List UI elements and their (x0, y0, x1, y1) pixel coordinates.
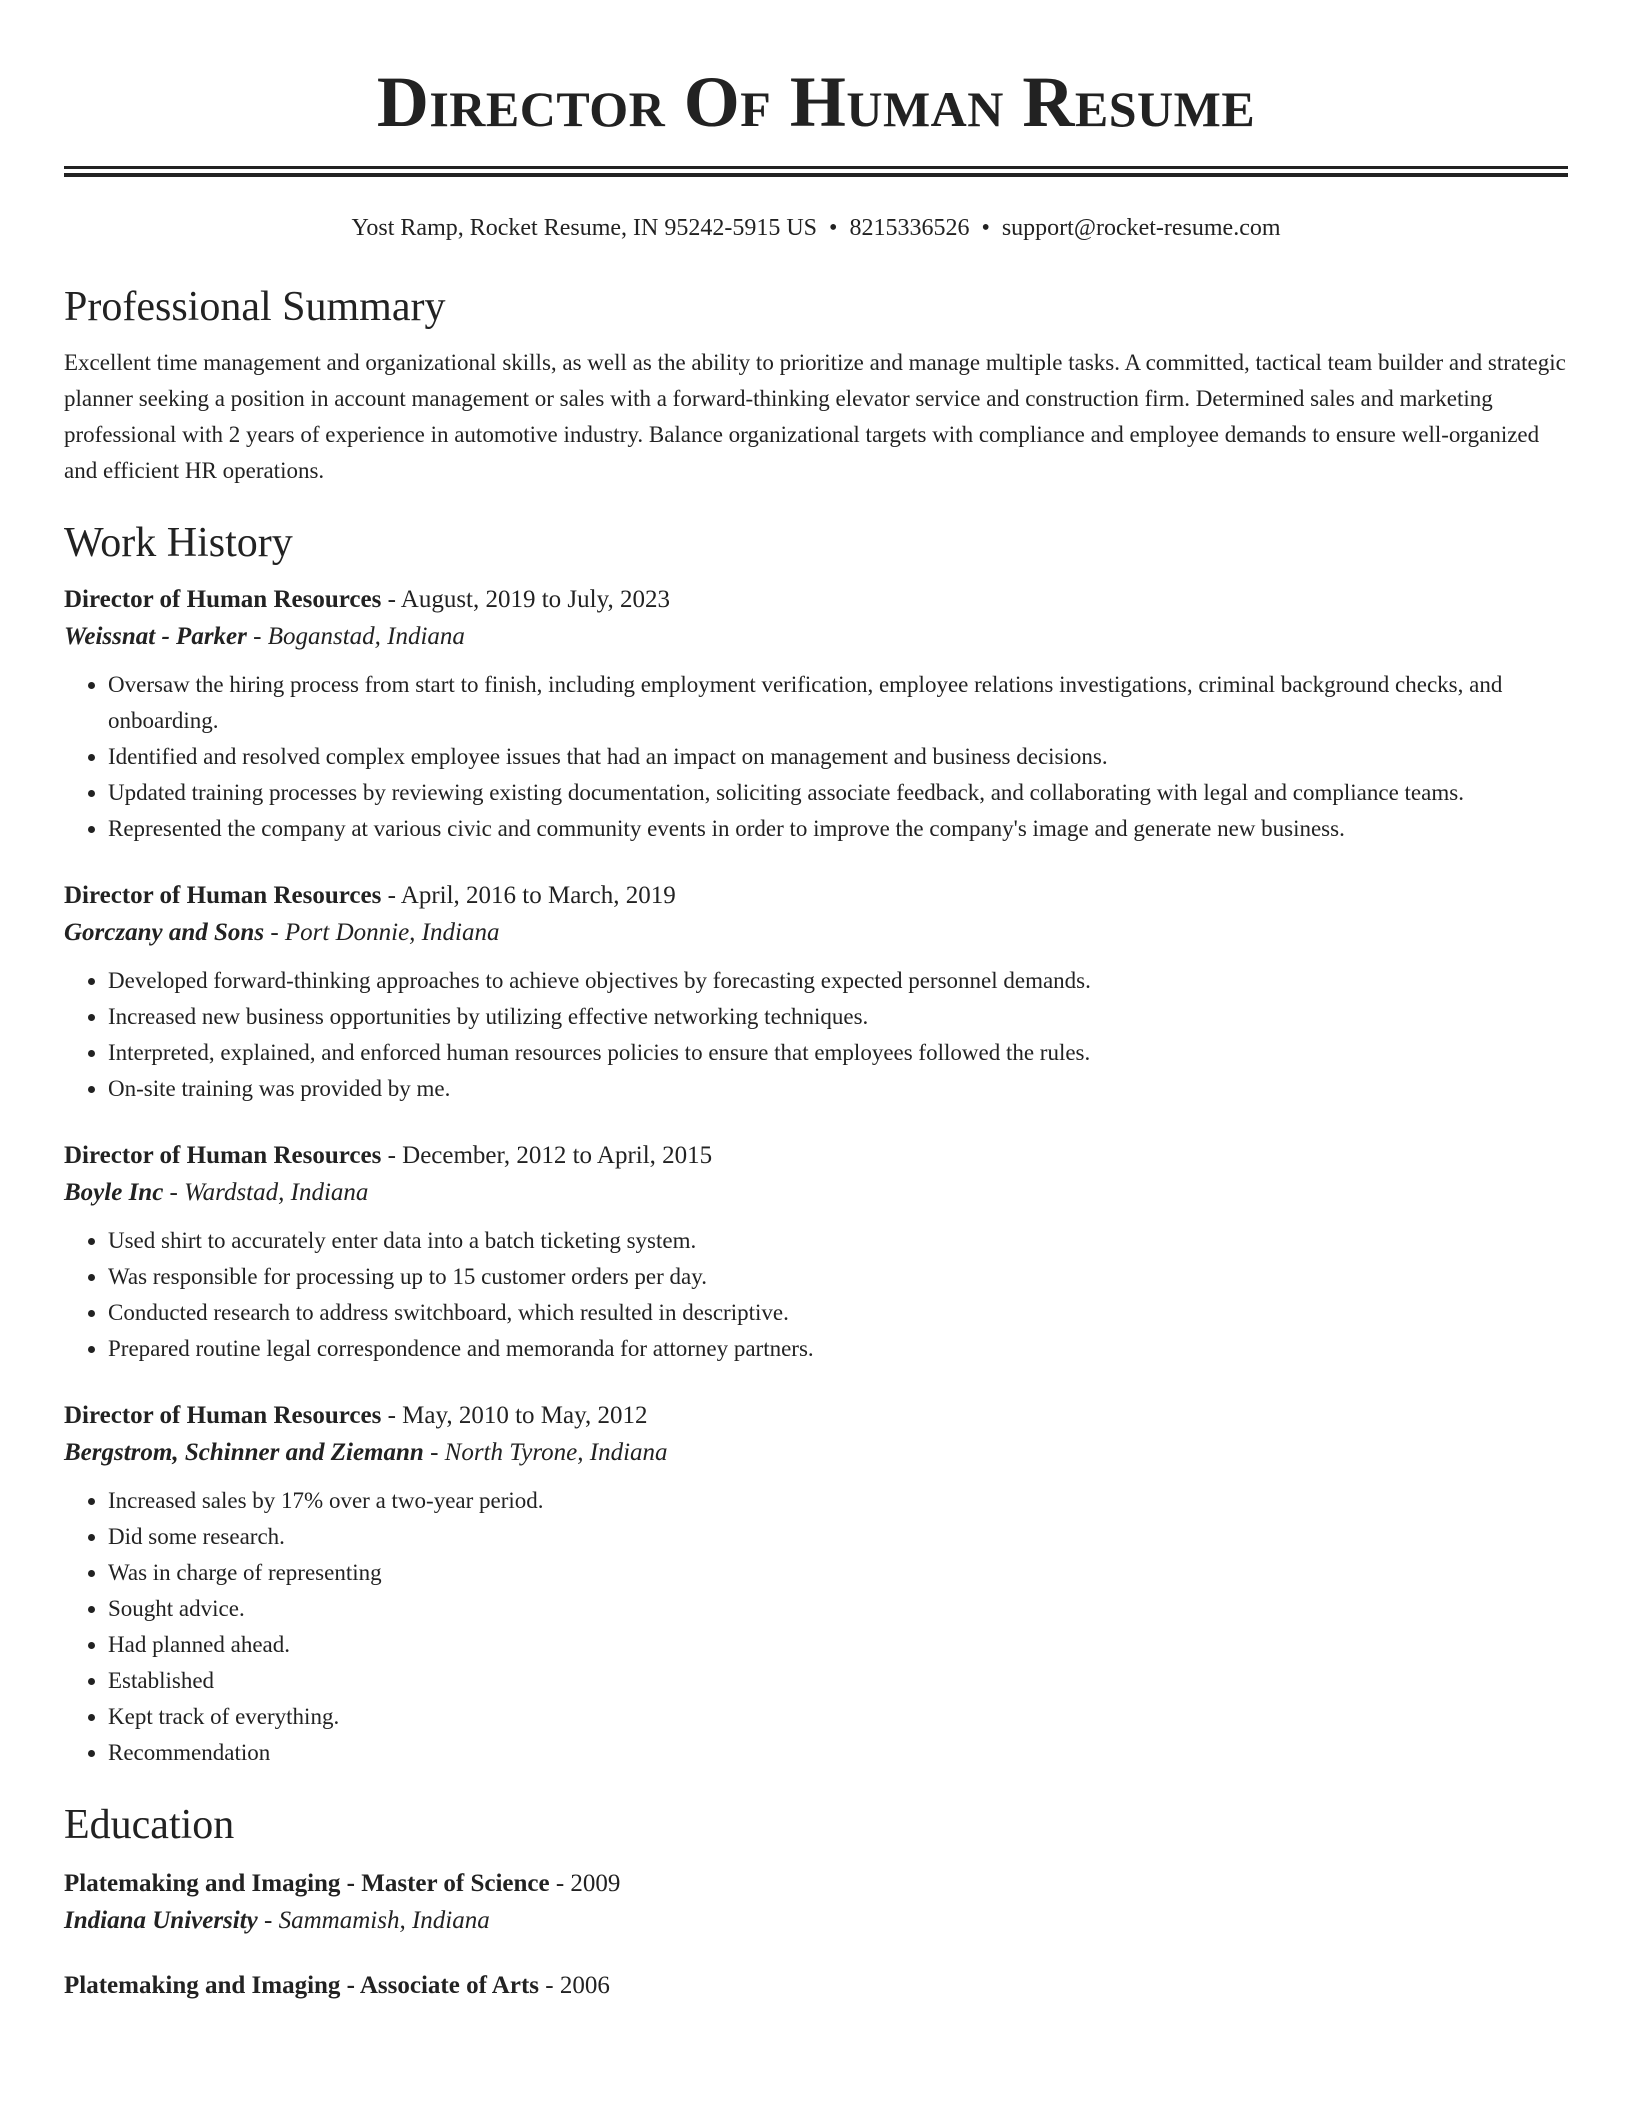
job-bullet: • Interpreted, explained, and enforced human resources policies to ensure that employees followed the rules. (108, 1035, 1568, 1071)
title-divider (64, 166, 1568, 177)
job-bullet: • Developed forward-thinking approaches to achieve objectives by forecasting expected personnel demands. (108, 963, 1568, 999)
job-company-line (64, 617, 1568, 657)
contact-phone: 8215336526 (849, 215, 970, 241)
job-bullet: • Increased new business opportunities by utilizing effective networking techniques. (108, 999, 1568, 1035)
contact-separator: • (829, 215, 838, 241)
education-year: - 2009 (549, 1870, 621, 1897)
job-bullet: • Oversaw the hiring process from start to finish, including employment verification, employee relations investigations, criminal background checks, and onboarding. (108, 667, 1568, 739)
education-school: Indiana University (64, 1907, 258, 1934)
education-location: - Sammamish, Indiana (257, 1907, 490, 1934)
job-bullet: • Was in charge of representing (108, 1555, 1568, 1591)
education-degree-line (64, 1969, 1568, 2003)
education-entry (64, 1969, 1568, 2003)
job-bullet: • Sought advice. (108, 1591, 1568, 1627)
job-bullet: • Was responsible for processing up to 15 customer orders per day. (108, 1259, 1568, 1295)
education-degree: Platemaking and Imaging - Associate of Arts (64, 1972, 539, 1999)
job-company: Weissnat - Parker (64, 623, 247, 650)
job-title-line (64, 879, 1568, 913)
job-bullet: • Increased sales by 17% over a two-year period. (108, 1483, 1568, 1519)
job-bullet: • Recommendation (108, 1735, 1568, 1771)
contact-address: Yost Ramp, Rocket Resume, IN 95242-5915 US (351, 215, 818, 241)
job-bullet: • Established (108, 1663, 1568, 1699)
job-location: - North Tyrone, Indiana (423, 1439, 668, 1466)
job-role: Director of Human Resources (64, 882, 382, 909)
job-company: Bergstrom, Schinner and Ziemann (64, 1439, 424, 1466)
job-title-line (64, 1399, 1568, 1433)
job-bullet: • Kept track of everything. (108, 1699, 1568, 1735)
job-bullet: • Updated training processes by reviewing existing documentation, soliciting associate feedback, and collaborating with legal and compliance teams. (108, 775, 1568, 811)
job-bullet: • On-site training was provided by me. (108, 1071, 1568, 1107)
job-role: Director of Human Resources (64, 586, 382, 613)
education-heading: Education (64, 1802, 235, 1848)
contact-separator: • (981, 215, 990, 241)
job-title-line (64, 583, 1568, 617)
job-location: - Port Donnie, Indiana (264, 919, 500, 946)
job-entry (64, 1139, 1568, 1367)
education-degree-line (64, 1867, 1568, 1901)
resume-title: Director Of Human Resume (376, 62, 1256, 142)
job-dates: - December, 2012 to April, 2015 (381, 1142, 713, 1169)
job-company-line (64, 913, 1568, 953)
job-dates: - April, 2016 to March, 2019 (381, 882, 676, 909)
job-bullet: • Had planned ahead. (108, 1627, 1568, 1663)
education-school-line (64, 1901, 1568, 1941)
job-location: - Boganstad, Indiana (246, 623, 465, 650)
job-bullets (64, 1223, 1568, 1367)
work-history-heading: Work History (64, 520, 293, 566)
education-entry (64, 1867, 1568, 1941)
contact-email: support@rocket-resume.com (1001, 215, 1281, 241)
job-location: - Wardstad, Indiana (163, 1179, 369, 1206)
job-entry (64, 583, 1568, 847)
education-degree: Platemaking and Imaging - Master of Science (64, 1870, 550, 1897)
job-company: Boyle Inc (64, 1179, 164, 1206)
job-bullets (64, 1483, 1568, 1771)
job-dates: - August, 2019 to July, 2023 (381, 586, 670, 613)
education-year: - 2006 (539, 1972, 610, 1999)
summary-text: Excellent time management and organizational skills, as well as the ability to prioritize and manage multiple tasks. A committed, tactical team builder and strategic planner seeking a position in account management or sales with a forward-thinking elevator service and construction firm. Determined sales and marketing professional with 2 years of experience in automotive industry. Balance organizational targets with compliance and employee demands to ensure well-organized and efficient HR operations. (64, 350, 1566, 483)
job-company: Gorczany and Sons (64, 919, 265, 946)
job-entry (64, 879, 1568, 1107)
job-entry (64, 1399, 1568, 1771)
job-bullet: • Conducted research to address switchboard, which resulted in descriptive. (108, 1295, 1568, 1331)
job-role: Director of Human Resources (64, 1402, 382, 1429)
job-company-line (64, 1173, 1568, 1213)
summary-heading: Professional Summary (64, 284, 446, 330)
job-bullet: • Used shirt to accurately enter data into a batch ticketing system. (108, 1223, 1568, 1259)
job-bullet: • Represented the company at various civic and community events in order to improve the company's image and generate new business. (108, 811, 1568, 847)
job-bullet: • Did some research. (108, 1519, 1568, 1555)
job-dates: - May, 2010 to May, 2012 (381, 1402, 648, 1429)
job-bullets (64, 667, 1568, 847)
contact-line (64, 213, 1568, 243)
job-company-line (64, 1433, 1568, 1473)
job-bullet: • Identified and resolved complex employee issues that had an impact on management and business decisions. (108, 739, 1568, 775)
job-bullets (64, 963, 1568, 1107)
job-role: Director of Human Resources (64, 1142, 382, 1169)
job-title-line (64, 1139, 1568, 1173)
job-bullet: • Prepared routine legal correspondence and memoranda for attorney partners. (108, 1331, 1568, 1367)
